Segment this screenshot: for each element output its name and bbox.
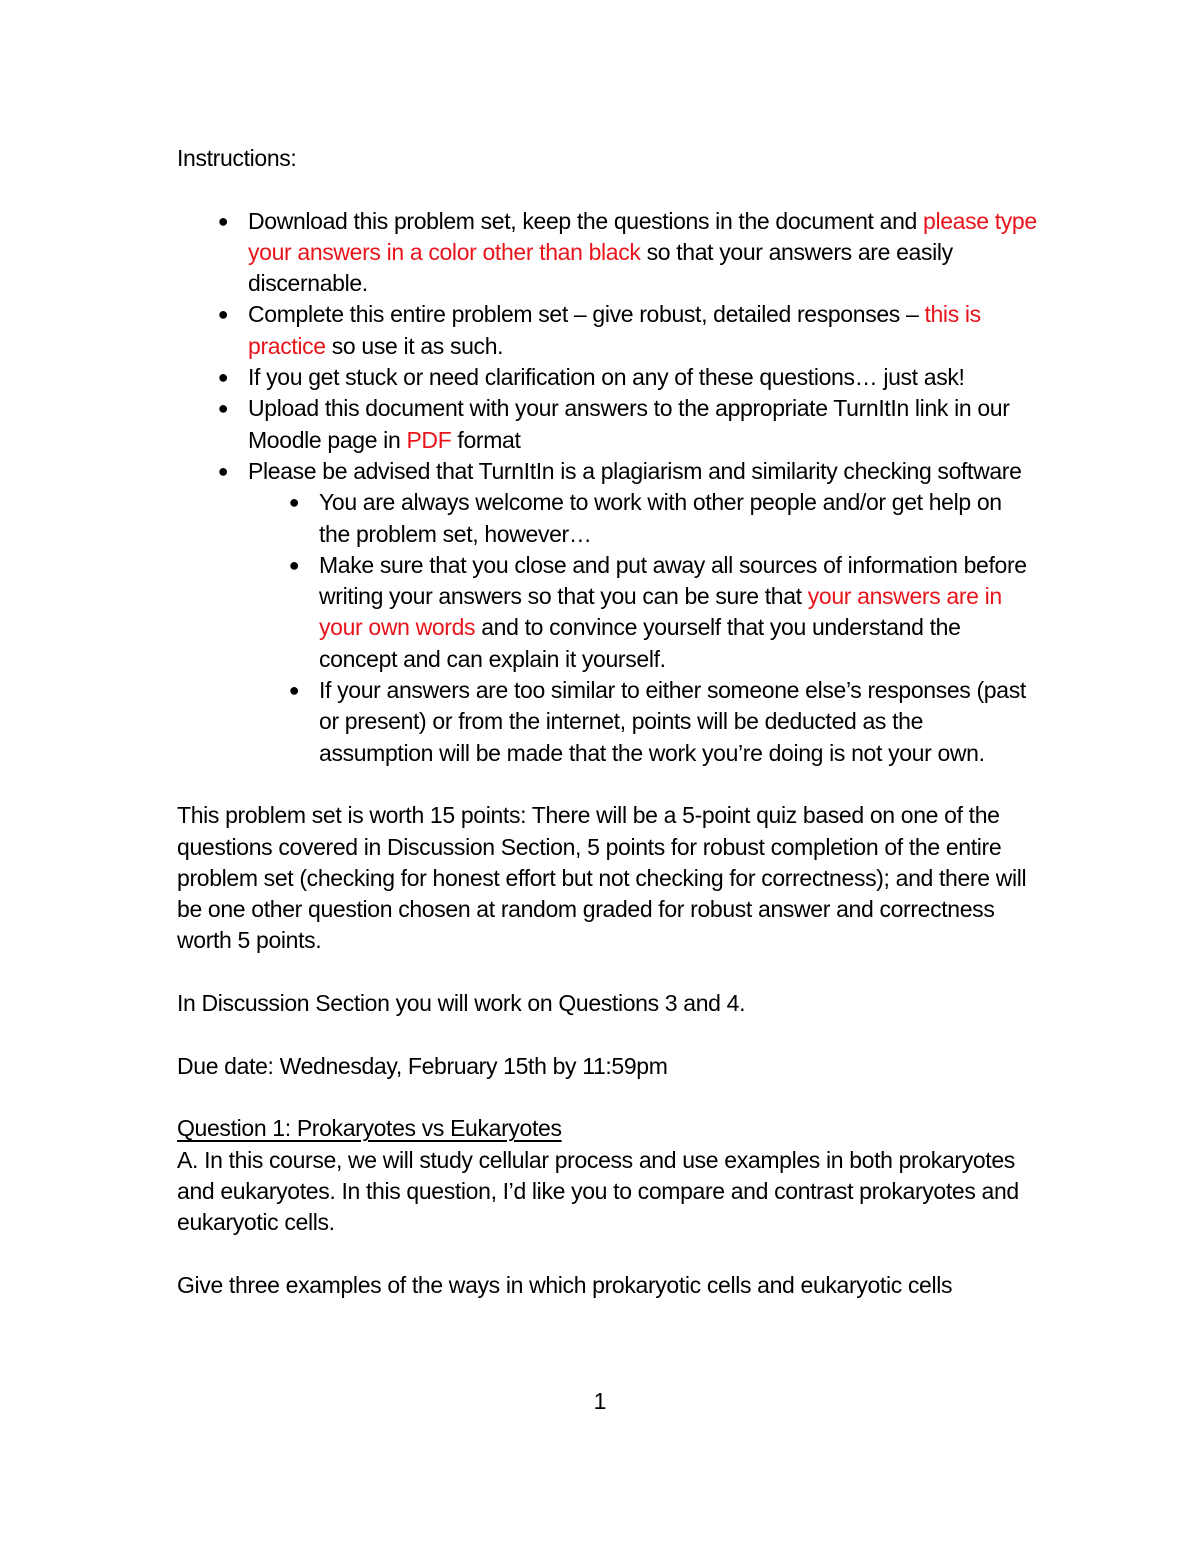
list-item: ● Please be advised that TurnItIn is a plagiarism and similarity checking software ● You are always welcome to work with other people and/or get help on the problem set, however… ● Make sure that you close and put away all sources of information before writing your answers so that you can be sure that your answers are in your own words and to convince yourself that you understand the concept and can explain it yourself. ● If your answers are too similar to either someone else’s responses (past or present) or from the internet, points will be deducted as the assumption will be made that the work you’re doing is not your own. [177, 456, 1037, 769]
sub-list-item: ● You are always welcome to work with other people and/or get help on the problem set, however… [248, 487, 1037, 550]
instructions-list [177, 206, 1037, 769]
bullet-icon: ● [288, 554, 300, 575]
document-body [177, 143, 1037, 1301]
bullet-icon: ● [288, 492, 300, 513]
highlighted-text: please type your answers in a color other than black [248, 207, 1037, 265]
highlighted-text: your answers are in your own words [319, 583, 1002, 641]
list-item: ● Upload this document with your answers to the appropriate TurnItIn link in our Moodle page in PDF format [177, 393, 1037, 456]
instructions-heading: Instructions: [177, 145, 297, 171]
bullet-icon: ● [217, 367, 229, 388]
list-item: ● Complete this entire problem set – give robust, detailed responses – this is practice so use it as such. [177, 299, 1037, 362]
highlighted-text: this is practice [248, 301, 981, 359]
bullet-icon: ● [217, 210, 229, 231]
question-1-part-a: A. In this course, we will study cellular process and use examples in both prokaryotes and eukaryotes. In this question, I’d like you to compare and contrast prokaryotes and eukaryotic cells. [177, 1146, 1019, 1236]
question-1-prompt: Give three examples of the ways in which prokaryotic cells and eukaryotic cells [177, 1271, 953, 1298]
list-item: ● If you get stuck or need clarification on any of these questions… just ask! [177, 362, 1037, 393]
due-date: Due date: Wednesday, February 15th by 11:59pm [177, 1052, 668, 1079]
bullet-icon: ● [217, 304, 229, 325]
sub-list-item: ● If your answers are too similar to either someone else’s responses (past or present) or from the internet, points will be deducted as the assumption will be made that the work you’re doing is not your own. [248, 675, 1037, 769]
question-1-title: Question 1: Prokaryotes vs Eukaryotes [177, 1115, 562, 1142]
list-item: ● Download this problem set, keep the questions in the document and please type your answers in a color other than black so that your answers are easily discernable. [177, 206, 1037, 300]
bullet-icon: ● [217, 398, 229, 419]
page-number: 1 [593, 1388, 607, 1414]
sub-list [248, 487, 1037, 769]
highlighted-text: PDF [406, 426, 452, 453]
bullet-icon: ● [288, 680, 300, 701]
points-paragraph: This problem set is worth 15 points: There will be a 5-point quiz based on one of the questions covered in Discussion Section, 5 points for robust completion of the entire problem set (checking for honest effort but not checking for correctness); and there will be one other question chosen at random graded for robust answer and correctness worth 5 points. [177, 802, 1027, 954]
discussion-paragraph: In Discussion Section you will work on Questions 3 and 4. [177, 990, 746, 1017]
sub-list-item: ● Make sure that you close and put away all sources of information before writing your answers so that you can be sure that your answers are in your own words and to convince yourself that you understand the concept and can explain it yourself. [248, 550, 1037, 675]
bullet-icon: ● [217, 460, 229, 481]
